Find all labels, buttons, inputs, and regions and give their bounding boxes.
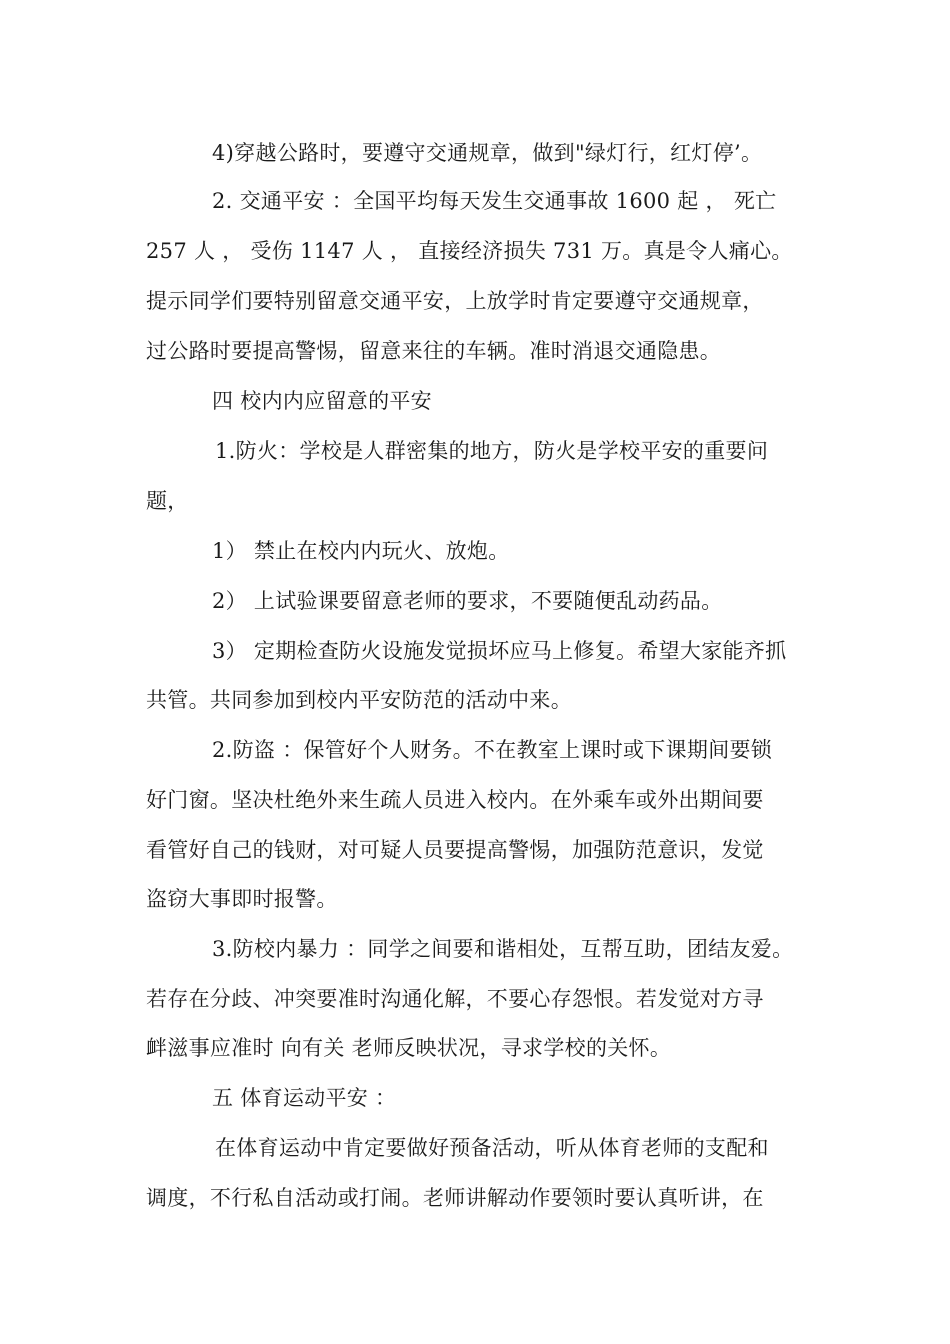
text-line: 过公路时要提高警惕，留意来往的车辆。准时消退交通隐患。 — [146, 339, 722, 363]
text-line: 共管。共同参加到校内平安防范的活动中来。 — [146, 688, 572, 712]
text-line: 2.防盗 ：保管好个人财务。不在教室上课时或下课期间要锁 — [212, 738, 773, 762]
list-item: 2） 上试验课要留意老师的要求，不要随便乱动药品。 — [212, 589, 723, 613]
text-line: 若存在分歧、冲突要准时沟通化解，不要心存怨恨。若发觉对方寻 — [146, 987, 764, 1011]
text-line: 提示同学们要特别留意交通平安，上放学时肯定要遵守交通规章， — [146, 289, 764, 313]
list-item: 3） 定期检查防火设施发觉损坏应马上修复。希望大家能齐抓 — [212, 639, 787, 663]
text-line: 257 人 ， 受伤 1147 人 ， 直接经济损失 731 万。真是令人痛心。 — [146, 239, 793, 263]
text-line: 看管好自己的钱财，对可疑人员要提高警惕，加强防范意识，发觉 — [146, 838, 764, 862]
text-line: 2. 交通平安 ：全国平均每天发生交通事故 1600 起 ， 死亡 — [212, 189, 777, 213]
text-line: 衅滋事应准时 向有关 老师反映状况，寻求学校的关怀。 — [146, 1036, 672, 1060]
section-heading: 四 校内内应留意的平安 — [212, 389, 432, 413]
text-line: 在体育运动中肯定要做好预备活动，听从体育老师的支配和 — [215, 1136, 769, 1160]
text-line: 题， — [146, 489, 189, 513]
text-line: 盗窃大事即时报警。 — [146, 887, 338, 911]
text-line: 4)穿越公路时，要遵守交通规章，做到"绿灯行，红灯停’。 — [212, 141, 763, 165]
section-heading: 五 体育运动平安 ： — [212, 1086, 397, 1110]
list-item: 1） 禁止在校内内玩火、放炮。 — [212, 539, 510, 563]
text-line: 好门窗。坚决杜绝外来生疏人员进入校内。在外乘车或外出期间要 — [146, 788, 764, 812]
text-line: 调度，不行私自活动或打闹。老师讲解动作要领时要认真听讲，在 — [146, 1186, 764, 1210]
text-line: 1.防火：学校是人群密集的地方，防火是学校平安的重要问 — [215, 439, 769, 463]
text-line: 3.防校内暴力 ：同学之间要和谐相处，互帮互助，团结友爱。 — [212, 937, 794, 961]
